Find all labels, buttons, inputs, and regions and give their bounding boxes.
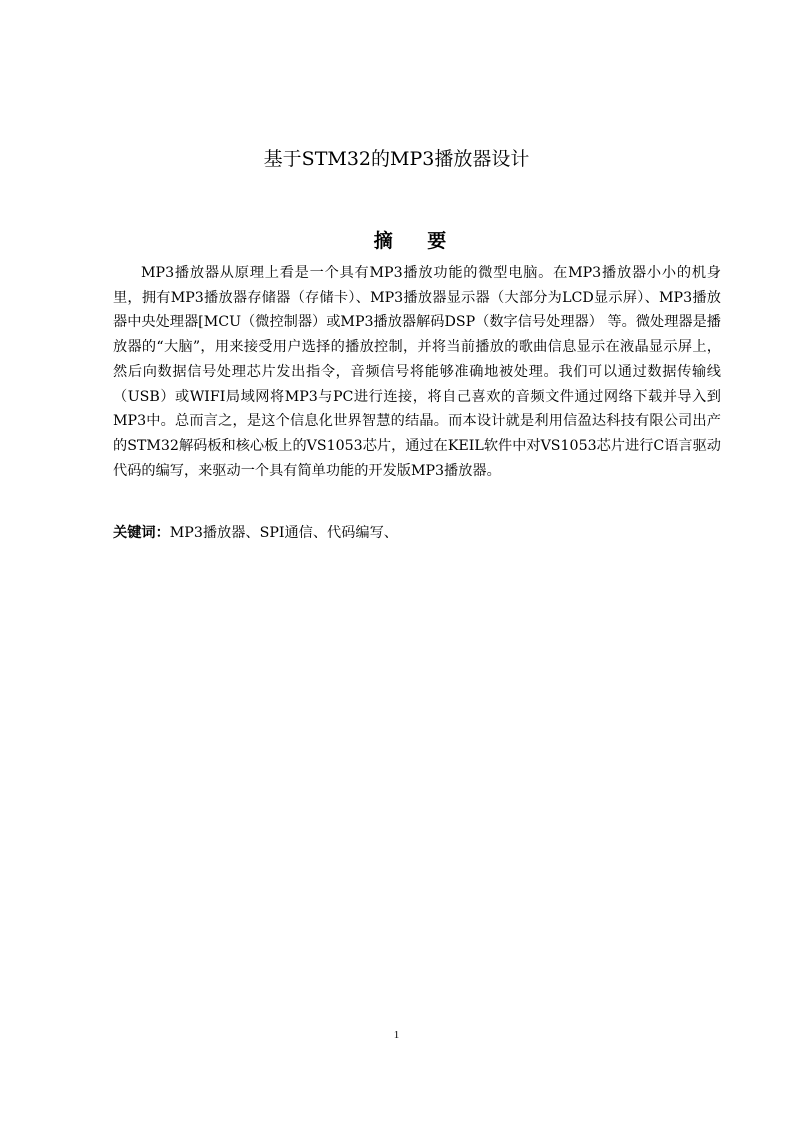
keywords-label: 关键词： <box>113 525 170 541</box>
abstract-paragraph: MP3播放器从原理上看是一个具有MP3播放功能的微型电脑。在MP3播放器小小的机身里，拥有MP3播放器存储器（存储卡）、MP3播放器显示器（大部分为LCD显示屏）、MP3播放器中央处理器[MCU（微控制器）或MP3播放器解码DSP（数字信号处理器） 等。微处理器是播放器的“大脑”，用来接受用户选择的播放控制，并将当前播放的歌曲信息显示在液晶显示屏上，然后向数据信号处理芯片发出指令，音频信号将能够准确地被处理。我们可以通过数据传输线（USB）或WIFI局域网将MP3与PC进行连接，将自己喜欢的音频文件通过网络下载并导入到MP3中。总而言之，是这个信息化世界智慧的结晶。而本设计就是利用信盈达科技有限公司出产的STM32解码板和核心板上的VS1053芯片，通过在KEIL软件中对VS1053芯片进行C语言驱动代码的编写，来驱动一个具有简单功能的开发版MP3播放器。 <box>113 265 721 479</box>
keywords-line <box>113 521 721 545</box>
abstract-heading: 摘 要 <box>373 230 461 252</box>
keywords-list: MP3播放器、SPI通信、代码编写、 <box>169 525 398 541</box>
document-title: 基于STM32的MP3播放器设计 <box>263 148 530 170</box>
page-number: 1 <box>393 1029 400 1041</box>
